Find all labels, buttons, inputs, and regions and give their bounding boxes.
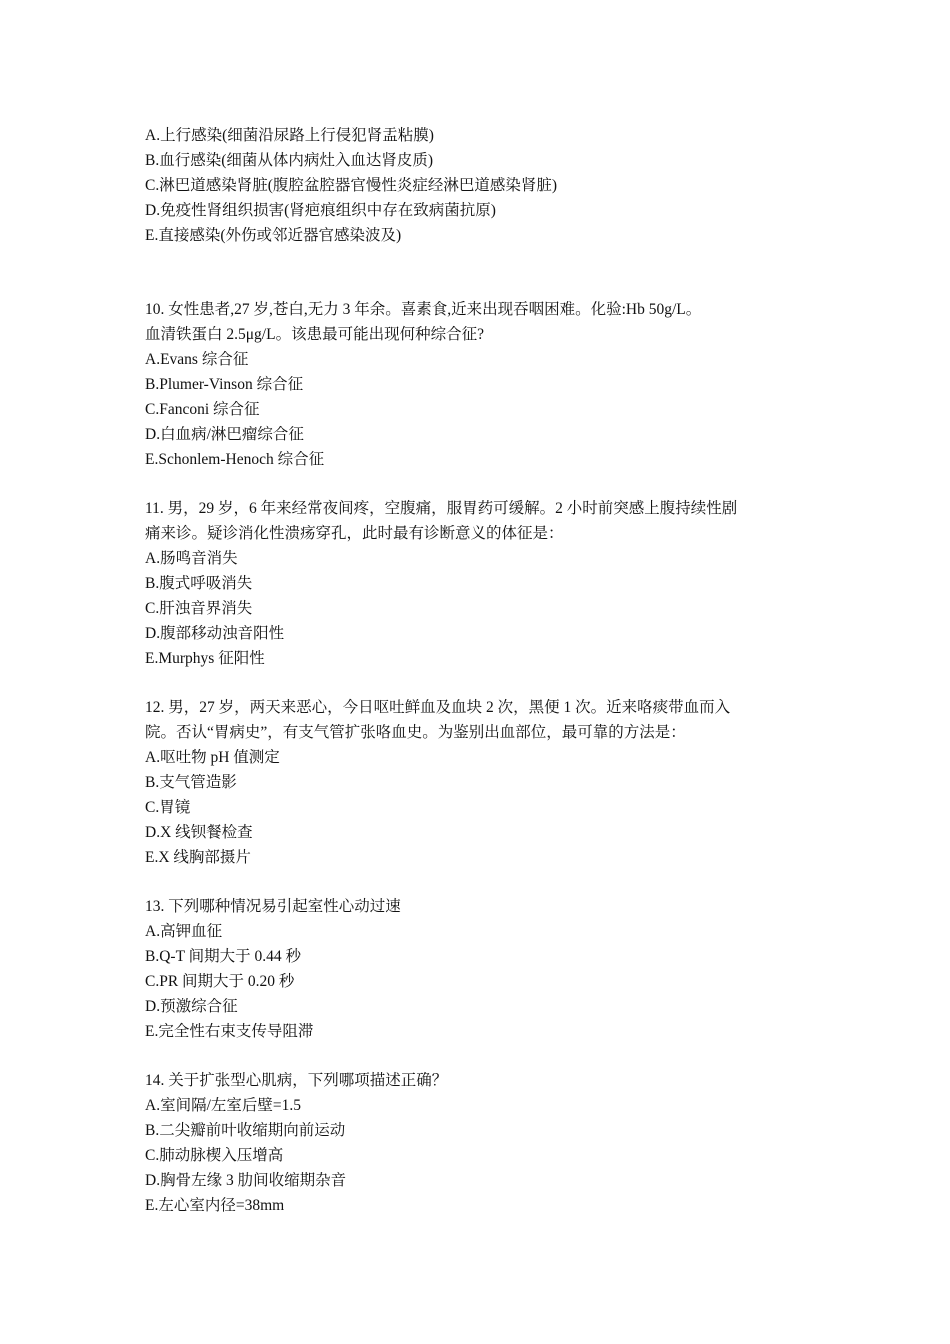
q10-stem-line-1: 10. 女性患者,27 岁,苍白,无力 3 年余。喜素食,近来出现吞咽困难。化验:Hb 50g/L。	[145, 301, 702, 318]
q12-option-a: A.呕吐物 pH 值测定	[145, 749, 280, 766]
q10-option-c: C.Fanconi 综合征	[145, 401, 260, 418]
q11-option-e: E.Murphys 征阳性	[145, 650, 265, 667]
q13-option-e: E.完全性右束支传导阻滞	[145, 1023, 314, 1040]
q13-stem-line-1: 13. 下列哪种情况易引起室性心动过速	[145, 898, 401, 915]
q13-option-d: D.预激综合征	[145, 998, 238, 1015]
q11-option-a: A.肠鸣音消失	[145, 550, 238, 567]
q9-option-a: A.上行感染(细菌沿尿路上行侵犯肾盂粘膜)	[145, 127, 434, 144]
q11-stem-line-2: 痛来诊。疑诊消化性溃疡穿孔，此时最有诊断意义的体征是：	[145, 525, 564, 542]
q14-option-a: A.室间隔/左室后壁=1.5	[145, 1097, 301, 1114]
q10-option-a: A.Evans 综合征	[145, 351, 249, 368]
q14-option-d: D.胸骨左缘 3 肋间收缩期杂音	[145, 1172, 347, 1189]
q13-option-b: B.Q-T 间期大于 0.44 秒	[145, 948, 302, 965]
q10-stem-line-2: 血清铁蛋白 2.5μg/L。该患最可能出现何种综合征?	[145, 326, 484, 343]
q9-option-b: B.血行感染(细菌从体内病灶入血达肾皮质)	[145, 152, 434, 169]
q14-option-c: C.肺动脉楔入压增高	[145, 1147, 284, 1164]
q12-option-c: C.胃镜	[145, 799, 191, 816]
q13-option-c: C.PR 间期大于 0.20 秒	[145, 973, 295, 990]
q9-option-d: D.免疫性肾组织损害(肾疤痕组织中存在致病菌抗原)	[145, 202, 496, 219]
q12-option-e: E.X 线胸部摄片	[145, 849, 251, 866]
q10-option-d: D.白血病/淋巴瘤综合征	[145, 426, 304, 443]
q11-option-c: C.肝浊音界消失	[145, 600, 253, 617]
q14-stem-line-1: 14. 关于扩张型心肌病，下列哪项描述正确？	[145, 1072, 448, 1089]
q12-stem-line-1: 12. 男，27 岁，两天来恶心，今日呕吐鲜血及血块 2 次，黑便 1 次。近来咯痰带血而入	[145, 699, 731, 716]
q9-option-c: C.淋巴道感染肾脏(腹腔盆腔器官慢性炎症经淋巴道感染肾脏)	[145, 177, 558, 194]
q14-option-e: E.左心室内径=38mm	[145, 1197, 285, 1214]
q11-option-b: B.腹式呼吸消失	[145, 575, 253, 592]
q11-stem-line-1: 11. 男，29 岁，6 年来经常夜间疼，空腹痛，服胃药可缓解。2 小时前突感上腹持续性剧	[145, 500, 738, 517]
q14-option-b: B.二尖瓣前叶收缩期向前运动	[145, 1122, 346, 1139]
q12-option-d: D.X 线钡餐检查	[145, 824, 253, 841]
q10-option-e: E.Schonlem-Henoch 综合征	[145, 451, 325, 468]
q12-option-b: B.支气管造影	[145, 774, 237, 791]
q13-option-a: A.高钾血征	[145, 923, 223, 940]
q10-option-b: B.Plumer-Vinson 综合征	[145, 376, 304, 393]
q12-stem-line-2: 院。否认“胃病史”，有支气管扩张咯血史。为鉴别出血部位，最可靠的方法是：	[145, 724, 686, 741]
q11-option-d: D.腹部移动浊音阳性	[145, 625, 285, 642]
q9-option-e: E.直接感染(外伤或邻近器官感染波及)	[145, 227, 402, 244]
